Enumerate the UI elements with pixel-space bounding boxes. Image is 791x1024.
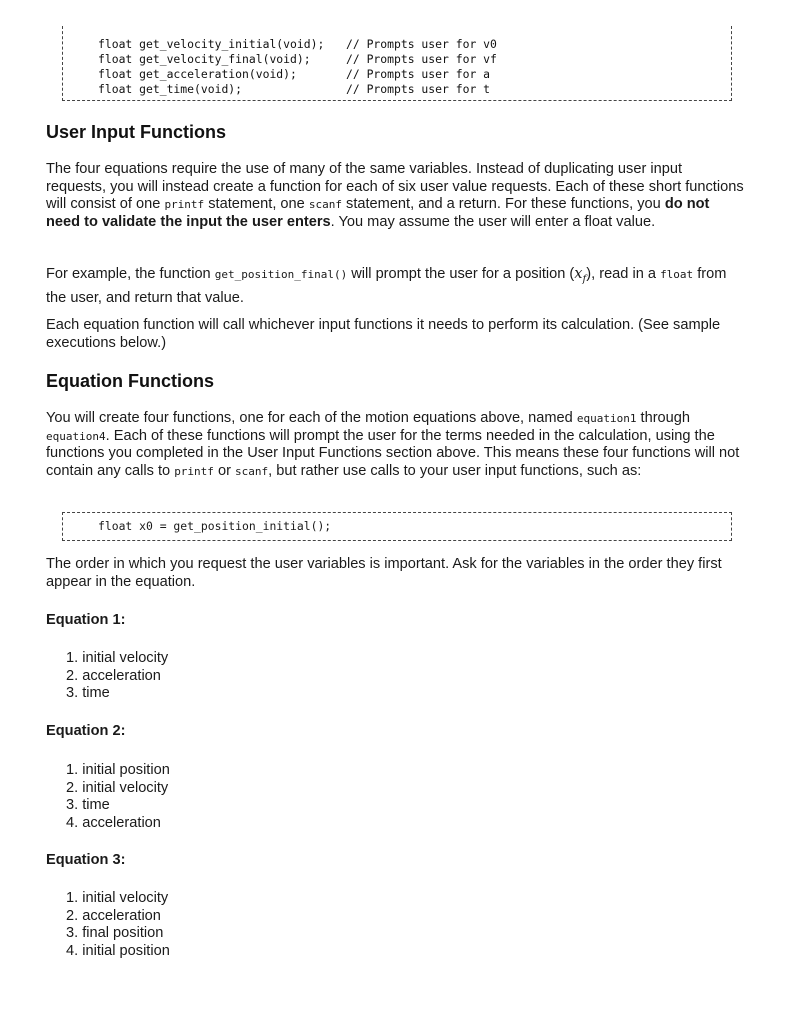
- list-item: 3. final position: [66, 925, 164, 941]
- paragraph-equation-order: The order in which you request the user variables is important. Ask for the variables in the order they first appear in the equation.: [46, 556, 722, 590]
- code-line: float get_acceleration(void); // Prompts user for a: [98, 67, 491, 81]
- equation-1-list: [66, 650, 168, 703]
- equation-3-list: [66, 890, 170, 960]
- list-item: 2. initial velocity: [66, 779, 169, 796]
- section-heading-user-input: User Input Functions: [46, 122, 226, 142]
- code-line: float get_velocity_final(void); // Prompts user for vf: [98, 52, 497, 66]
- code-line: float get_time(void); // Prompts user for t: [98, 82, 491, 96]
- equation-2-list: [66, 762, 170, 832]
- equation-1-heading: Equation 1:: [46, 612, 126, 628]
- list-item: 3. time: [66, 685, 110, 701]
- list-item: 2. acceleration: [66, 907, 161, 924]
- section-heading-equation: Equation Functions: [46, 371, 214, 391]
- paragraph-input-example: For example, the function get_position_final() will prompt the user for a position $(x_f)$, read in a float from the user, and return that value.: [46, 265, 727, 306]
- paragraph-equation-intro: You will create four functions, one for each of the motion equations above, named equation1 through equation4. Each of these functions will prompt the user for the terms needed in the calculation, using the functions you completed in the User Input Functions section above. This means these four functions will not contain any calls to printf or scanf, but rather use calls to your user input functions, such as:: [46, 410, 740, 479]
- equation-3-heading: Equation 3:: [46, 852, 126, 868]
- list-item: 3. time: [66, 797, 110, 813]
- code-line: float x0 = get_position_initial();: [98, 519, 332, 533]
- list-item: 1. initial velocity: [66, 890, 169, 906]
- code-line: float get_velocity_initial(void); // Prompts user for v0: [98, 37, 497, 51]
- list-item: 2. acceleration: [66, 667, 161, 684]
- list-item: 1. initial velocity: [66, 650, 169, 666]
- list-item: 4. acceleration: [66, 814, 161, 831]
- code-block-example: [62, 512, 732, 541]
- equation-2-heading: Equation 2:: [46, 723, 126, 739]
- list-item: 1. initial position: [66, 762, 170, 778]
- list-item: 4. initial position: [66, 942, 170, 959]
- paragraph-input-call: Each equation function will call whichever input functions it needs to perform its calculation. (See sample executions below.): [46, 317, 721, 351]
- paragraph-input-intro: The four equations require the use of many of the same variables. Instead of duplicating user input requests, you will instead create a function for each of six user value requests. Each of these short functions will consist of one printf statement, one scanf statement, and a return. For these functions, you do not need to validate the input the user enters. You may assume the user will enter a float value.: [46, 161, 744, 230]
